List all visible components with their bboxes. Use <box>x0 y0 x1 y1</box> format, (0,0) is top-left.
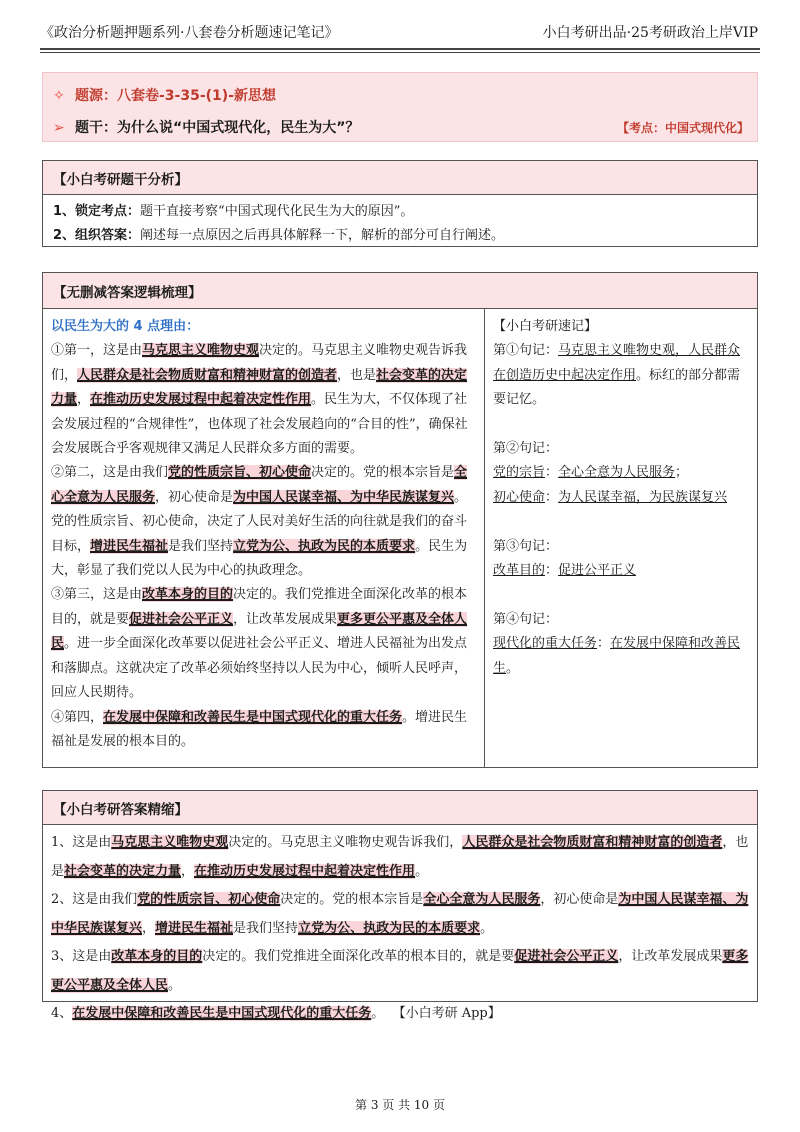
full-answer-column <box>43 309 485 767</box>
question-source <box>53 85 276 105</box>
header-divider-thin <box>40 52 760 53</box>
analysis-item-2: 2、组织答案：阐述每一点原因之后再具体解释一下，解析的部分可自行阐述。 <box>53 228 505 243</box>
app-tag: 【小白考研 App】 <box>392 1006 501 1021</box>
memo-2b: 初心使命：为人民谋幸福，为民族谋复兴 <box>493 489 728 505</box>
memo-3a: 改革目的：促进公平正义 <box>493 563 637 579</box>
condensed-item-3: 3、这是由改革本身的目的决定的。我们党推进全面深化改革的根本目的，就是要促进社会公平正义，让改革发展成果更多更公平惠及全体人民。 <box>51 949 749 993</box>
question-stem <box>53 117 359 137</box>
memo-3-label: 第③句记： <box>493 538 559 554</box>
publisher-tag: 小白考研出品·25考研政治上岸VIP <box>542 25 758 41</box>
condensed-answer-title: 【小白考研答案精缩】 <box>43 791 757 825</box>
answer-logic-box <box>42 272 758 768</box>
header-divider <box>40 48 760 50</box>
source-label: 题源：八套卷-3-35-(1)-新思想 <box>75 88 277 104</box>
question-text: 题干：为什么说“中国式现代化，民生为大”？ <box>75 120 360 136</box>
condensed-answer-box <box>42 790 758 1021</box>
page-number: 第 3 页 共 10 页 <box>355 1098 445 1112</box>
reason-paragraph-4: ④第四，在发展中保障和改善民生是中国式现代化的重大任务。增进民生福祉是发展的根本目的。 <box>51 709 468 749</box>
arrow-icon: ➢ <box>53 120 65 136</box>
condensed-item-4: 4、在发展中保障和改善民生是中国式现代化的重大任务。 【小白考研 App】 <box>51 1006 501 1021</box>
stem-analysis-box <box>42 160 758 247</box>
memo-heading: 【小白考研速记】 <box>493 319 598 334</box>
condensed-item-2: 2、这是由我们党的性质宗旨、初心使命决定的。党的根本宗旨是全心全意为人民服务，初心使命是为中国人民谋幸福、为中华民族谋复兴，增进民生福祉是我们坚持立党为公、执政为民的本质要求。 <box>51 892 749 936</box>
exam-point-tag: 【考点：中国式现代化】 <box>616 121 749 135</box>
reasons-heading: 以民生为大的 4 点理由： <box>51 319 200 334</box>
document-series-title: 《政治分析题押题系列·八套卷分析题速记笔记》 <box>40 25 339 41</box>
analysis-item-1: 1、锁定考点：题干直接考察“中国式现代化民生为大的原因”。 <box>53 204 414 219</box>
stem-analysis-title: 【小白考研题干分析】 <box>43 161 757 195</box>
memo-2-label: 第②句记： <box>493 441 559 457</box>
reason-paragraph-1: ①第一，这是由马克思主义唯物史观决定的。马克思主义唯物史观告诉我们，人民群众是社会物质财富和精神财富的创造者，也是社会变革的决定力量，在推动历史发展过程中起着决定性作用。民生为大，不仅体现了社会发展过程的“合规律性”，也体现了社会发展趋向的“合目的性”，确保社会发展既合乎客观规律又满足人民群众多方面的需要。 <box>51 343 468 457</box>
question-source-box <box>42 72 758 142</box>
reason-paragraph-3: ③第三，这是由改革本身的目的决定的。我们党推进全面深化改革的根本目的，就是要促进社会公平正义，让改革发展成果更多更公平惠及全体人民。进一步全面深化改革要以促进社会公平正义、增进人民福祉为出发点和落脚点。这就决定了改革必须始终坚持以人民为中心，倾听人民呼声，回应人民期待。 <box>51 587 468 701</box>
memo-4-label: 第④句记： <box>493 611 559 627</box>
condensed-item-1: 1、这是由马克思主义唯物史观决定的。马克思主义唯物史观告诉我们，人民群众是社会物质财富和精神财富的创造者，也是社会变革的决定力量，在推动历史发展过程中起着决定性作用。 <box>51 835 749 879</box>
answer-logic-title: 【无删减答案逻辑梳理】 <box>43 273 757 309</box>
memo-4a: 现代化的重大任务：在发展中保障和改善民生。 <box>493 636 741 676</box>
memo-1: 第①句记：马克思主义唯物史观，人民群众在创造历史中起决定作用。标红的部分都需要记忆。 <box>493 343 741 408</box>
diamond-icon: ✧ <box>53 88 65 104</box>
memo-column <box>485 309 757 767</box>
reason-paragraph-2: ②第二，这是由我们党的性质宗旨、初心使命决定的。党的根本宗旨是全心全意为人民服务，初心使命是为中国人民谋幸福、为中华民族谋复兴。党的性质宗旨、初心使命，决定了人民对美好生活的向往就是我们的奋斗目标，增进民生福祉是我们坚持立党为公、执政为民的本质要求。民生为大，彰显了我们党以人民为中心的执政理念。 <box>51 465 468 579</box>
memo-2a: 党的宗旨：全心全意为人民服务； <box>493 465 689 481</box>
